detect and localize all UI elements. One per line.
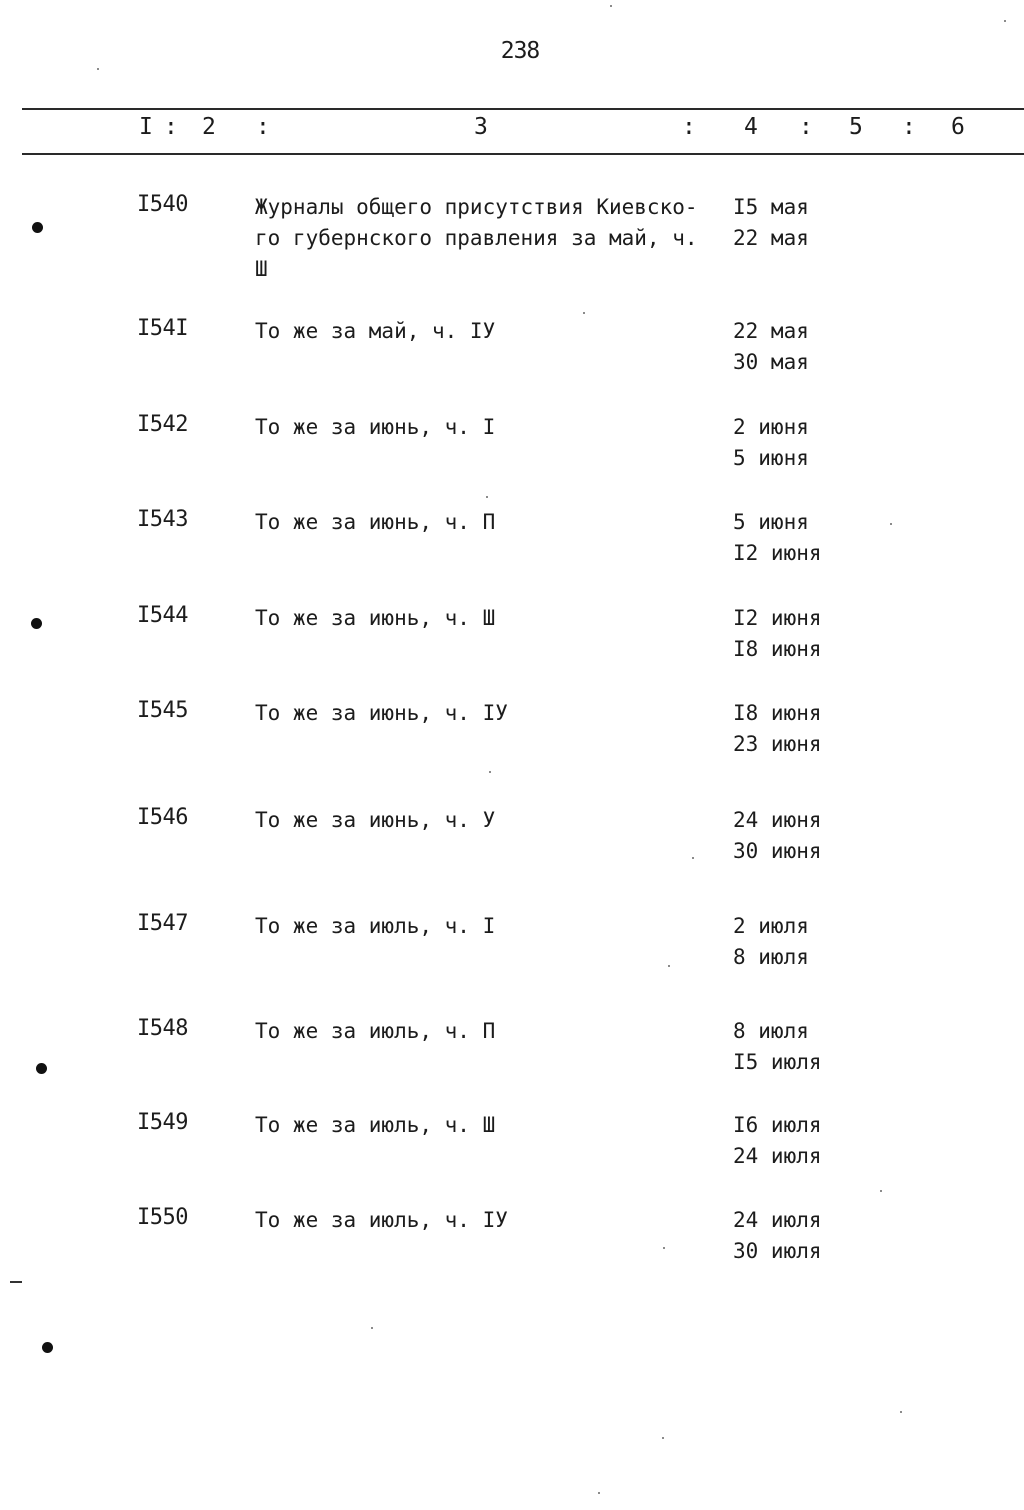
start-date: 5 июня: [733, 510, 809, 534]
file-dates: [733, 603, 822, 665]
scan-speck: [598, 1492, 600, 1494]
file-number: I543: [137, 507, 188, 532]
file-description: [255, 192, 715, 285]
end-date: 30 июня: [733, 839, 822, 863]
file-number: I540: [137, 192, 188, 217]
description-line: То же за июль, ч. П: [255, 1019, 496, 1043]
description-line: Ш: [255, 257, 268, 281]
file-dates: [733, 1205, 822, 1267]
scan-speck: [668, 965, 670, 967]
scan-speck: [583, 312, 585, 314]
start-date: 8 июля: [733, 1019, 809, 1043]
file-number: I546: [137, 805, 188, 830]
file-description: [255, 1205, 715, 1236]
scan-speck: [371, 1327, 373, 1329]
file-description: [255, 507, 715, 538]
file-description: [255, 412, 715, 443]
file-dates: [733, 698, 822, 760]
file-description: [255, 698, 715, 729]
start-date: 24 июля: [733, 1208, 822, 1232]
file-description: [255, 1016, 715, 1047]
description-line: То же за июль, ч. I: [255, 914, 496, 938]
file-dates: [733, 192, 809, 254]
scan-speck: [692, 857, 694, 859]
end-date: 30 июля: [733, 1239, 822, 1263]
header-col-3: 3: [474, 114, 488, 140]
file-number: I547: [137, 911, 188, 936]
end-date: 30 мая: [733, 350, 809, 374]
scan-speck: [890, 523, 892, 525]
file-dates: [733, 805, 822, 867]
header-separator: :: [799, 114, 813, 140]
description-line: То же за июнь, ч. I: [255, 415, 496, 439]
start-date: I2 июня: [733, 606, 822, 630]
end-date: 22 мая: [733, 226, 809, 250]
scan-speck: [610, 5, 612, 7]
punch-hole: [36, 1063, 47, 1074]
scan-speck: [880, 1190, 882, 1192]
end-date: 24 июля: [733, 1144, 822, 1168]
file-dates: [733, 1016, 822, 1078]
header-separator: :: [902, 114, 916, 140]
edge-mark: [10, 1281, 22, 1283]
scan-speck: [900, 1411, 902, 1413]
description-line: То же за июнь, ч. IУ: [255, 701, 508, 725]
start-date: I6 июля: [733, 1113, 822, 1137]
file-dates: [733, 316, 809, 378]
header-col-2: 2: [202, 114, 216, 140]
file-number: I542: [137, 412, 188, 437]
header-col-5: 5: [849, 114, 863, 140]
header-col-4: 4: [744, 114, 758, 140]
punch-hole: [31, 618, 42, 629]
end-date: 8 июля: [733, 945, 809, 969]
description-line: То же за июнь, ч. П: [255, 510, 496, 534]
file-dates: [733, 412, 809, 474]
end-date: 5 июня: [733, 446, 809, 470]
header-col-1: I: [139, 114, 153, 140]
file-description: [255, 603, 715, 634]
file-dates: [733, 911, 809, 973]
file-description: [255, 805, 715, 836]
file-dates: [733, 507, 822, 569]
end-date: I2 июня: [733, 541, 822, 565]
scan-speck: [489, 771, 491, 773]
file-number: I54I: [137, 316, 188, 341]
file-description: [255, 316, 715, 347]
file-number: I548: [137, 1016, 188, 1041]
end-date: 23 июня: [733, 732, 822, 756]
scan-speck: [97, 68, 99, 70]
header-separator: :: [256, 114, 270, 140]
header-separator: :: [682, 114, 696, 140]
file-description: [255, 1110, 715, 1141]
page-number: 238: [500, 38, 540, 64]
file-number: I550: [137, 1205, 188, 1230]
start-date: 2 июля: [733, 914, 809, 938]
start-date: 2 июня: [733, 415, 809, 439]
end-date: I5 июля: [733, 1050, 822, 1074]
start-date: I8 июня: [733, 701, 822, 725]
end-date: I8 июня: [733, 637, 822, 661]
scan-speck: [486, 496, 488, 498]
scan-speck: [662, 1437, 664, 1439]
header-col-6: 6: [951, 114, 965, 140]
punch-hole: [32, 222, 43, 233]
description-line: То же за май, ч. IУ: [255, 319, 496, 343]
punch-hole: [42, 1342, 53, 1353]
start-date: I5 мая: [733, 195, 809, 219]
header-separator: :: [164, 114, 178, 140]
file-number: I549: [137, 1110, 188, 1135]
file-dates: [733, 1110, 822, 1172]
file-description: [255, 911, 715, 942]
description-line: То же за июнь, ч. Ш: [255, 606, 496, 630]
description-line: То же за июль, ч. Ш: [255, 1113, 496, 1137]
scan-speck: [1004, 20, 1006, 22]
scan-speck: [663, 1247, 665, 1249]
description-line: То же за июнь, ч. У: [255, 808, 496, 832]
start-date: 24 июня: [733, 808, 822, 832]
file-number: I544: [137, 603, 188, 628]
description-line: Журналы общего присутствия Киевско-: [255, 195, 698, 219]
description-line: го губернского правления за май, ч.: [255, 226, 698, 250]
description-line: То же за июль, ч. IУ: [255, 1208, 508, 1232]
file-number: I545: [137, 698, 188, 723]
start-date: 22 мая: [733, 319, 809, 343]
